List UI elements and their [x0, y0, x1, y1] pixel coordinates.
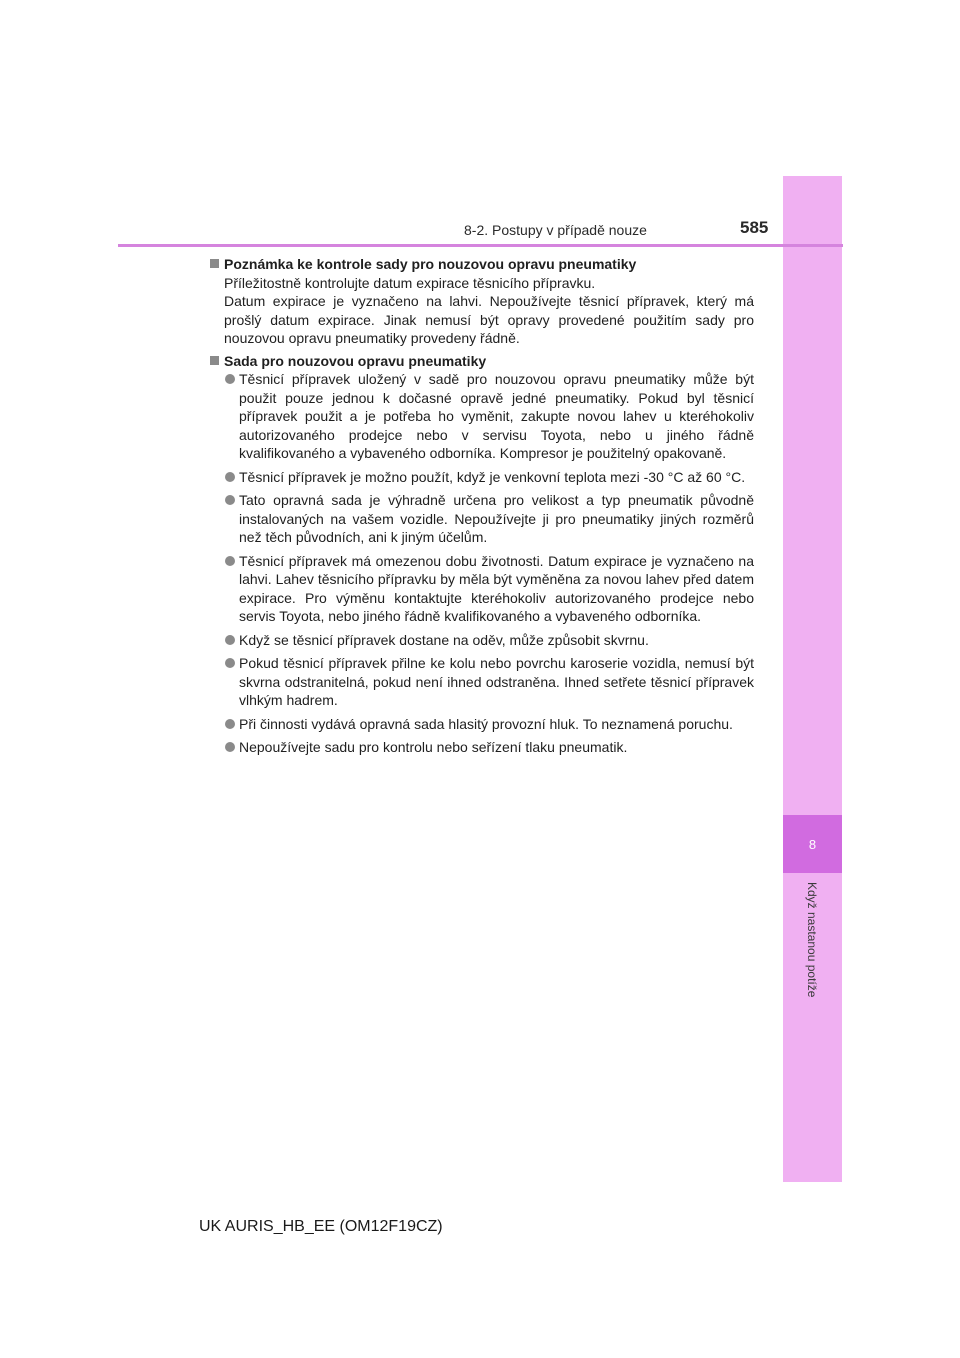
circle-bullet-icon — [225, 719, 235, 729]
section-tire-repair-kit — [210, 352, 754, 757]
list-item — [210, 631, 754, 650]
list-item — [210, 654, 754, 710]
list-item — [210, 738, 754, 757]
section-heading-text: Sada pro nouzovou opravu pneumatiky — [224, 352, 487, 369]
chapter-number: 8 — [783, 815, 842, 873]
list-item — [210, 468, 754, 487]
list-item-text: Pokud těsnicí přípravek přilne ke kolu nebo povrchu karoserie vozidla, nemusí být skvrna odstranitelná, pokud není ihned odstraněna. Ihned setřete těsnicí přípravek vlhkým hadrem. — [239, 655, 754, 708]
chapter-side-tab — [783, 176, 842, 1182]
page-content — [210, 255, 754, 762]
list-item-text: Těsnicí přípravek uložený v sadě pro nouzovou opravu pneumatiky může být použit pouze jednou k dočasné opravě jedné pneumatiky. Pokud byl těsnicí přípravek použit a je potřeba ho vyměnit, zakupte novou lahev u kteréhokoliv autorizovaného prodejce nebo v servisu Toyota, nebo u jiného řádně kvalifikovaného a vybaveného odborníka. Kompresor je použitelný opakovaně. — [239, 371, 754, 461]
section-heading-text: Poznámka ke kontrole sady pro nouzovou opravu pneumatiky — [224, 256, 637, 272]
list-item-text: Tato opravná sada je výhradně určena pro velikost a typ pneumatik původně instalovaných na vašem vozidle. Nepoužívejte ji pro pneumatiky jiných rozměrů než těch původních, ani k jiným účelům. — [239, 492, 754, 545]
list-item — [210, 552, 754, 626]
list-item-text: Těsnicí přípravek je možno použít, když je venkovní teplota mezi -30 °C až 60 °C. — [239, 468, 746, 485]
circle-bullet-icon — [225, 635, 235, 645]
section-tire-kit-note — [210, 255, 754, 348]
chapter-title: Když nastanou potíže — [805, 882, 819, 998]
circle-bullet-icon — [225, 658, 235, 668]
square-bullet-icon — [210, 259, 219, 268]
list-item — [210, 715, 754, 734]
list-item — [210, 491, 754, 547]
section-title: 8-2. Postupy v případě nouze — [464, 222, 647, 238]
list-item — [210, 370, 754, 463]
circle-bullet-icon — [225, 374, 235, 384]
paragraph: Datum expirace je vyznačeno na lahvi. Nepoužívejte těsnicí přípravek, který má prošlý datum expirace. Jinak nemusí být opravy provedené použitím sady pro nouzovou opravu pneumatiky provedeny řádně. — [224, 293, 754, 346]
circle-bullet-icon — [225, 556, 235, 566]
paragraph: Příležitostně kontrolujte datum expirace těsnicího přípravku. — [224, 274, 596, 291]
circle-bullet-icon — [225, 742, 235, 752]
header-rule — [118, 244, 843, 247]
page-number: 585 — [740, 218, 769, 237]
section-heading — [210, 255, 754, 274]
circle-bullet-icon — [225, 472, 235, 482]
bullet-list — [210, 370, 754, 757]
circle-bullet-icon — [225, 495, 235, 505]
list-item-text: Když se těsnicí přípravek dostane na oděv, může způsobit skvrnu. — [239, 631, 649, 648]
list-item-text: Těsnicí přípravek má omezenou dobu životnosti. Datum expirace je vyznačeno na lahvi. Lahev těsnicího přípravku by měla být vyměněna za novou lahev před datem expirace. Pro výměnu kontaktujte kteréhokoliv autorizovaného prodejce nebo servis Toyota, nebo jiného řádně kvalifikovaného a vybaveného odborníka. — [239, 552, 754, 624]
list-item-text: Při činnosti vydává opravná sada hlasitý provozní hluk. To neznamená poruchu. — [239, 715, 733, 732]
footer-model-code: UK AURIS_HB_EE (OM12F19CZ) — [199, 1218, 443, 1235]
list-item-text: Nepoužívejte sadu pro kontrolu nebo seřízení tlaku pneumatik. — [239, 739, 628, 755]
section-heading — [210, 352, 754, 371]
square-bullet-icon — [210, 356, 219, 365]
